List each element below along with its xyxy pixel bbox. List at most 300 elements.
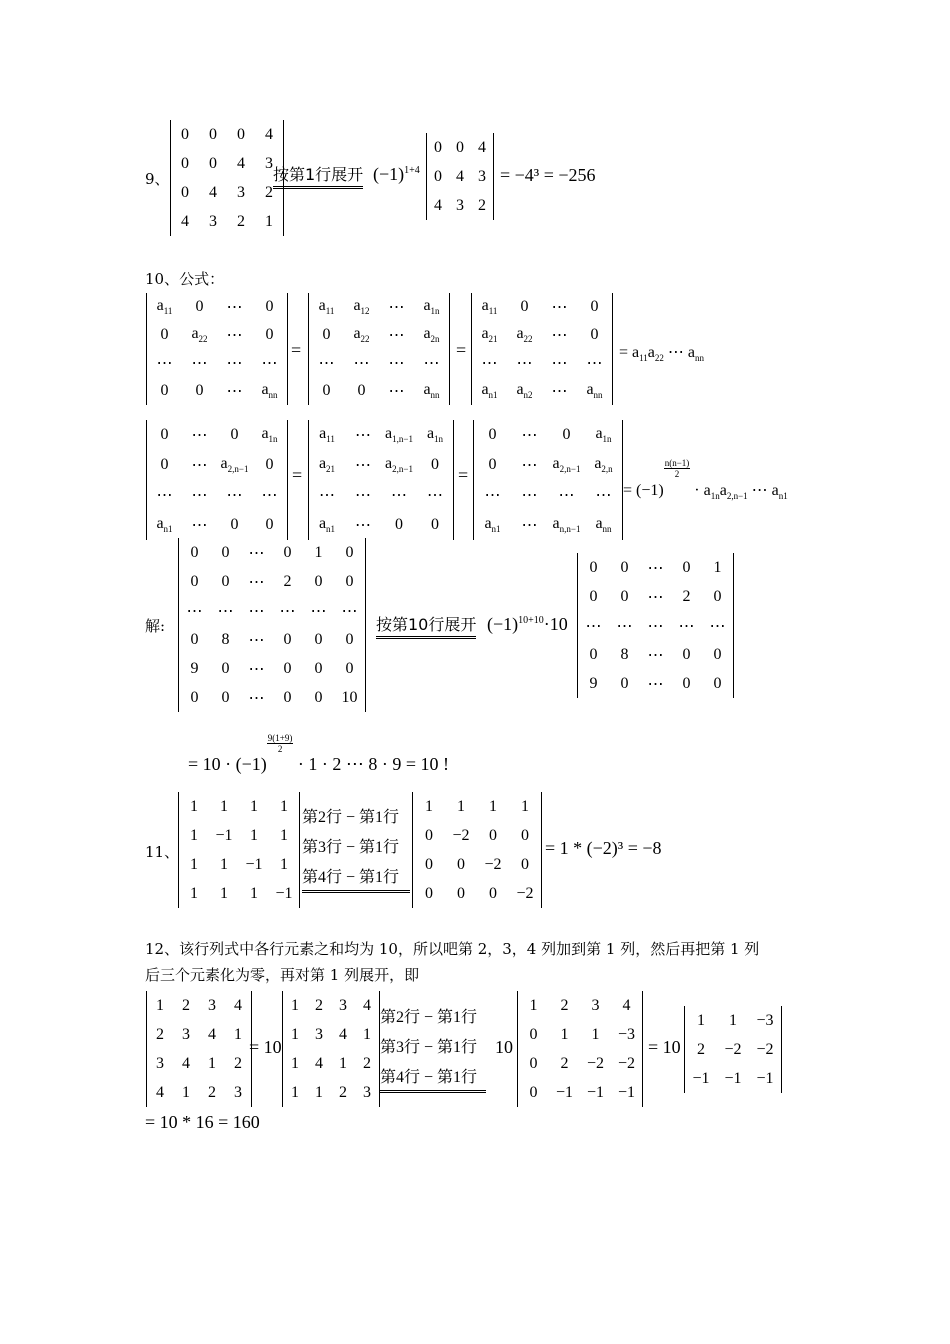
p12-matrix-1-cell: 4 <box>234 996 242 1014</box>
p10-solution-factor-tail: ·10 <box>543 614 568 634</box>
p10-row2-matrix-1-cell: ⋯ <box>226 487 243 504</box>
p11-matrix-1-cell: 1 <box>190 797 198 815</box>
p10-solution-matrix-1-cell: 0 <box>221 659 230 677</box>
p9-matrix-1-cell: 4 <box>265 125 273 143</box>
p12-op-1: 第2行 − 第1行 <box>380 1009 478 1026</box>
p10-row1-matrix-1-cell: 0 <box>195 298 204 315</box>
p10-row2-matrix-1-cell: ⋯ <box>191 517 208 534</box>
p10-row2-matrix-1-cell: ⋯ <box>191 427 208 444</box>
p12-matrix-2-cell: 1 <box>291 1054 299 1072</box>
p10-solution-matrix-1-cell: 0 <box>314 659 323 677</box>
p10-solution-matrix-1-cell: ⋯ <box>186 602 203 620</box>
p10-row2-matrix-2-cell: ⋯ <box>355 487 371 504</box>
p10-row1-matrix-1-cell: ⋯ <box>226 327 243 344</box>
p10-row2-matrix-2-cell: $a_{n1}$ <box>318 515 336 535</box>
p9-matrix-1-cell: 3 <box>209 212 217 230</box>
p10-row1-matrix-3-cell: ⋯ <box>481 355 498 372</box>
p10-solution-matrix-1-cell: ⋯ <box>248 602 265 620</box>
p12-matrix-1 <box>146 991 252 1107</box>
p9-matrix-2-cell: 4 <box>434 196 442 214</box>
p11-row-ops <box>302 804 410 893</box>
p10-row2-matrix-3-cell: ⋯ <box>521 427 538 444</box>
p11-matrix-1-cell: 1 <box>220 884 228 902</box>
p10-solution-factor <box>487 614 568 635</box>
p12-matrix-1-cell: 1 <box>156 996 164 1014</box>
p12-matrix-2-cell: 2 <box>315 996 323 1014</box>
p11-matrix-1-cell: 1 <box>250 884 258 902</box>
p11-matrix-2-cell: 0 <box>457 855 465 873</box>
p12-matrix-1-cell: 1 <box>234 1025 242 1043</box>
p10-expand-arrow: 按第10行展开 <box>376 612 476 639</box>
p9-matrix-1-cell: 4 <box>209 183 217 201</box>
p9-matrix-1-cell: 3 <box>265 154 273 172</box>
p10-solution-matrix-2-cell: ⋯ <box>616 617 633 635</box>
p11-matrix-1-cell: −1 <box>245 855 263 873</box>
p12-matrix-2-cell: 4 <box>363 996 371 1014</box>
p10-row1-matrix-3-cell: ⋯ <box>516 355 533 372</box>
p10-row2-matrix-1-cell: $a_{2,n-1}$ <box>220 455 249 475</box>
p11-matrix-2-cell: 0 <box>425 855 433 873</box>
p10-row2-matrix-1-cell: ⋯ <box>191 457 208 474</box>
p12-matrix-3-cell: −1 <box>586 1083 605 1101</box>
p10-solution-matrix-1-cell: 0 <box>314 572 323 590</box>
p12-matrix-1-cell: 3 <box>182 1025 190 1043</box>
p12-matrix-2-cell: 1 <box>363 1025 371 1043</box>
p10-row1-matrix-1-cell: ⋯ <box>156 355 173 372</box>
p11-matrix-1-cell: 1 <box>280 855 288 873</box>
p10-solution-matrix-1-cell: 0 <box>190 543 199 561</box>
p10-row1-matrix-3 <box>471 293 613 405</box>
p10-row2-matrix-2-cell: ⋯ <box>355 517 371 534</box>
p10-solution-matrix-2-cell: 0 <box>589 587 598 605</box>
p10-row2-matrix-3-cell: $a_{n1}$ <box>484 515 501 535</box>
p12-matrix-4-cell: 1 <box>729 1011 737 1029</box>
p10-row1-eq-1: = <box>291 340 302 360</box>
p10-solution-matrix-2-cell: ⋯ <box>709 617 726 635</box>
p12-matrix-2-cell: 4 <box>339 1025 347 1043</box>
p10-solution-matrix-2-cell: ⋯ <box>678 617 695 635</box>
p10-solution-matrix-1-cell: ⋯ <box>248 573 265 591</box>
p12-matrix-4-cell: −2 <box>756 1040 774 1058</box>
problem-11-label: 11、 <box>145 843 180 861</box>
p9-matrix-2-cell: 0 <box>434 167 442 185</box>
p12-matrix-3-cell: 0 <box>529 1083 538 1101</box>
p10-row1-matrix-3-cell: 0 <box>520 298 529 315</box>
p11-matrix-1-cell: 1 <box>280 826 288 844</box>
p12-matrix-3-cell: 4 <box>622 996 631 1014</box>
p10-row1-matrix-1-cell: ⋯ <box>226 355 243 372</box>
p11-matrix-1-cell: −1 <box>215 826 233 844</box>
p10-solution-matrix-2-cell: ⋯ <box>647 617 664 635</box>
p11-matrix-2-cell: 1 <box>521 797 529 815</box>
p10-row1-result: = $a_{11}a_{22}$ ⋯ $a_{nn}$ <box>619 344 705 364</box>
p12-matrix-4-cell: 2 <box>697 1040 705 1058</box>
p11-matrix-2-cell: 0 <box>489 826 497 844</box>
p12-matrix-2-cell: 3 <box>315 1025 323 1043</box>
p11-matrix-1-cell: 1 <box>220 797 228 815</box>
p10-solution-matrix-1-cell: 10 <box>341 688 358 706</box>
p11-matrix-2-cell: 0 <box>457 884 465 902</box>
p10-row2-exp-den: 2 <box>674 469 680 479</box>
p10-solution-matrix-2-cell: 1 <box>713 558 722 576</box>
p10-solution-matrix-1-cell: 0 <box>345 543 354 561</box>
p10-row2-matrix-2-cell: 0 <box>395 516 403 533</box>
p10-row2-eq-1: = <box>292 465 303 485</box>
p12-matrix-1-cell: 3 <box>156 1054 164 1072</box>
p12-text-line-2: 后三个元素化为零，再对第 1 列展开，即 <box>145 966 420 984</box>
p10-solution-matrix-1-cell: ⋯ <box>217 602 234 620</box>
p10-row2-matrix-2-cell: ⋯ <box>427 487 443 504</box>
p10-row1-matrix-2-cell: ⋯ <box>388 355 405 372</box>
p11-matrix-2-cell: 1 <box>457 797 465 815</box>
p12-matrix-3-cell: 2 <box>560 996 569 1014</box>
p9-matrix-2-cell: 4 <box>456 167 464 185</box>
p10-row2-matrix-1 <box>146 420 288 540</box>
p9-matrix-2-cell: 2 <box>478 196 486 214</box>
p10-solution-matrix-2-cell: 0 <box>620 587 629 605</box>
p11-matrix-2-cell: 0 <box>425 826 433 844</box>
p11-matrix-1-cell: 1 <box>190 884 198 902</box>
p10-row2-matrix-2-cell: ⋯ <box>355 427 371 444</box>
p10-row2-matrix-3-cell: ⋯ <box>521 457 538 474</box>
p10-row2-result-exp <box>664 458 691 479</box>
p12-matrix-2-cell: 4 <box>315 1054 323 1072</box>
p10-row1-matrix-1-cell: $a_{11}$ <box>156 297 173 317</box>
p10-row2-matrix-1-cell: 0 <box>265 516 274 533</box>
p12-matrix-1-cell: 4 <box>156 1083 164 1101</box>
p10-solution-matrix-2-cell: ⋯ <box>647 646 664 664</box>
p10-solution-matrix-1-cell: ⋯ <box>248 660 265 678</box>
p11-matrix-1-cell: −1 <box>275 884 293 902</box>
p9-matrix-1-cell: 0 <box>237 125 245 143</box>
p10-row2-exp-num: n(n−1) <box>664 458 690 468</box>
p10-solution-factor-base: (−1) <box>487 614 519 634</box>
p10-solution-matrix-2-cell: 0 <box>620 558 629 576</box>
p11-matrix-1-cell: 1 <box>220 855 228 873</box>
p12-matrix-2 <box>282 991 380 1107</box>
p11-matrix-2-cell: 0 <box>521 826 529 844</box>
p10-row2-matrix-1-cell: 0 <box>230 516 239 533</box>
p12-matrix-3-cell: −3 <box>617 1025 636 1043</box>
p12-row-ops <box>380 1004 486 1093</box>
p10-solution-matrix-2-cell: 8 <box>620 645 629 663</box>
p11-matrix-2-cell: −2 <box>484 855 502 873</box>
p10-row1-eq-2: = <box>456 340 467 360</box>
p12-op-2: 第3行 − 第1行 <box>380 1039 478 1056</box>
p10-row1-matrix-1-cell: 0 <box>160 382 169 399</box>
p10-row2-matrix-1-cell: $a_{n1}$ <box>156 515 173 535</box>
p10-row1-matrix-3-cell: ⋯ <box>551 383 568 400</box>
p10-solution-matrix-2 <box>577 553 734 698</box>
p10-row2-matrix-3-cell: $a_{nn}$ <box>595 515 612 535</box>
p10-row1-matrix-2-cell: $a_{1n}$ <box>423 297 440 317</box>
p11-matrix-2-cell: 1 <box>425 797 433 815</box>
p12-coefficient: 10 <box>495 1037 513 1057</box>
p10-row1-matrix-1-cell: 0 <box>195 382 204 399</box>
p10-solution-matrix-2-cell: 2 <box>682 587 691 605</box>
p10-row1-matrix-2-cell: 0 <box>322 326 331 343</box>
p10-solution-matrix-1-cell: 2 <box>283 572 292 590</box>
p10-row2-matrix-2-cell: 0 <box>431 456 439 473</box>
p10-solution-matrix-1-cell: 0 <box>345 572 354 590</box>
p10-row1-matrix-3-cell: $a_{n1}$ <box>481 381 498 401</box>
p10-solution-matrix-2-cell: 0 <box>620 674 629 692</box>
p10-row1-matrix-2-cell: ⋯ <box>388 327 405 344</box>
p10-solution-matrix-2-cell: 0 <box>682 558 691 576</box>
p12-matrix-1-cell: 1 <box>182 1083 190 1101</box>
p10-row2-matrix-3-cell: 0 <box>488 456 497 473</box>
p11-matrix-1-cell: 1 <box>280 797 288 815</box>
p11-op-1: 第2行 − 第1行 <box>302 809 400 826</box>
p10-solution-matrix-1-cell: 8 <box>221 630 230 648</box>
p10-row1-matrix-3-cell: 0 <box>590 326 599 343</box>
p9-matrix-1-cell: 0 <box>181 154 189 172</box>
p10-solution-matrix-2-cell: 0 <box>682 674 691 692</box>
p10-row2-matrix-1-cell: 0 <box>160 426 169 443</box>
p10-row2-matrix-1-cell: 0 <box>265 456 274 473</box>
p12-matrix-2-cell: 1 <box>291 1083 299 1101</box>
p9-matrix-1-cell: 0 <box>209 125 217 143</box>
p10-row1-matrix-2-cell: ⋯ <box>423 355 440 372</box>
p10-solution-matrix-2-cell: ⋯ <box>647 588 664 606</box>
p12-matrix-2-cell: 2 <box>363 1054 371 1072</box>
problem-10-label: 10、公式： <box>145 270 225 288</box>
p11-matrix-2-cell: 0 <box>425 884 433 902</box>
p12-matrix-3 <box>517 991 643 1107</box>
p10-row2-matrix-3-cell: ⋯ <box>484 487 501 504</box>
p10-solution-matrix-1-cell: 0 <box>283 659 292 677</box>
p11-matrix-1-cell: 1 <box>190 855 198 873</box>
p12-matrix-2-cell: 3 <box>363 1083 371 1101</box>
p10-row2-matrix-2-cell: $a_{1,n-1}$ <box>385 425 413 445</box>
p9-matrix-1-cell: 1 <box>265 212 273 230</box>
p12-matrix-4-cell: 1 <box>697 1011 705 1029</box>
p11-matrix-1 <box>178 792 300 908</box>
p9-matrix-2 <box>426 133 494 220</box>
p12-matrix-3-cell: −2 <box>586 1054 605 1072</box>
p10-solution-matrix-1-cell: 0 <box>345 659 354 677</box>
p9-factor-base: (−1) <box>373 164 405 184</box>
p10-row2-matrix-1-cell: ⋯ <box>261 487 278 504</box>
p10-row1-matrix-3-cell: ⋯ <box>586 355 603 372</box>
p10-solution-matrix-2-cell: ⋯ <box>647 559 664 577</box>
p9-factor <box>373 164 420 185</box>
p10-row1-matrix-1-cell: 0 <box>265 326 274 343</box>
p10-solution-matrix-1-cell: ⋯ <box>248 689 265 707</box>
p12-matrix-2-cell: 1 <box>339 1054 347 1072</box>
p9-matrix-2-cell: 3 <box>478 167 486 185</box>
p10-row1-matrix-3-cell: ⋯ <box>551 327 568 344</box>
p12-matrix-3-cell: 0 <box>529 1025 538 1043</box>
p10-solution-matrix-2-cell: 0 <box>682 645 691 663</box>
p10-row1-matrix-3-cell: $a_{n2}$ <box>516 381 533 401</box>
p9-matrix-1-cell: 2 <box>265 183 273 201</box>
p11-matrix-1-cell: 1 <box>250 826 258 844</box>
p11-matrix-1-cell: 1 <box>250 797 258 815</box>
p10-solution-matrix-1-cell: 0 <box>283 688 292 706</box>
p12-matrix-3-cell: −2 <box>617 1054 636 1072</box>
p10-row1-matrix-2-cell: ⋯ <box>388 299 405 316</box>
p10-row2-matrix-3-cell: $a_{1n}$ <box>595 425 612 445</box>
p10-solution-matrix-2-cell: 0 <box>713 645 722 663</box>
p9-matrix-1-cell: 4 <box>237 154 245 172</box>
p12-matrix-1-cell: 2 <box>208 1083 216 1101</box>
p10-row1-matrix-1-cell: 0 <box>265 298 274 315</box>
p10-row2-matrix-3 <box>473 420 623 540</box>
p11-matrix-2-cell: −2 <box>516 884 534 902</box>
p10-solution-matrix-1-cell: ⋯ <box>248 544 265 562</box>
p10-row1-matrix-3-cell: ⋯ <box>551 299 568 316</box>
p12-matrix-2-cell: 3 <box>339 996 347 1014</box>
p10-solution-matrix-1 <box>178 538 366 712</box>
p12-matrix-3-cell: 1 <box>591 1025 600 1043</box>
p10-row2-matrix-2-cell: $a_{2,n-1}$ <box>385 455 413 475</box>
p10-row1-matrix-1-cell: $a_{22}$ <box>191 325 208 345</box>
p10-final-exp-den: 2 <box>277 744 283 754</box>
p10-row1-matrix-3-cell: 0 <box>590 298 599 315</box>
p12-matrix-3-cell: 1 <box>560 1025 569 1043</box>
p10-row1-matrix-3-cell: $a_{11}$ <box>481 297 498 317</box>
p10-solution-matrix-2-cell: ⋯ <box>647 675 664 693</box>
p9-matrix-1-cell: 3 <box>237 183 245 201</box>
p9-matrix-1-cell: 0 <box>181 183 189 201</box>
p11-matrix-1-cell: 1 <box>190 826 198 844</box>
p10-row2-matrix-1-cell: ⋯ <box>191 487 208 504</box>
p10-row1-matrix-1-cell: ⋯ <box>261 355 278 372</box>
p10-row2-matrix-2-cell: ⋯ <box>355 457 371 474</box>
p11-result: = 1 * (−2)³ = −8 <box>545 838 662 858</box>
p9-matrix-1-cell: 0 <box>209 154 217 172</box>
p10-row2-eq-2: = <box>458 465 469 485</box>
p10-row1-matrix-3-cell: $a_{nn}$ <box>586 381 603 401</box>
p10-row2-matrix-2-cell: ⋯ <box>319 487 335 504</box>
p10-row2-result-suffix: · $a_{1n}a_{2,n-1}$ ⋯ $a_{n1}$ <box>694 482 788 502</box>
p10-row2-matrix-3-cell: 0 <box>562 426 571 443</box>
p10-row2-matrix-3-cell: $a_{n,n-1}$ <box>552 515 581 535</box>
p9-matrix-2-cell: 0 <box>456 138 464 156</box>
p12-matrix-1-cell: 1 <box>208 1054 216 1072</box>
p10-solution-matrix-1-cell: 0 <box>283 543 292 561</box>
p10-solution-matrix-2-cell: 0 <box>589 645 598 663</box>
p12-matrix-3-cell: −1 <box>555 1083 574 1101</box>
p10-final-exp <box>267 733 294 754</box>
p10-row2-matrix-3-cell: ⋯ <box>521 517 538 534</box>
p12-matrix-1-cell: 4 <box>208 1025 216 1043</box>
p10-solution-matrix-2-cell: 9 <box>589 674 598 692</box>
p12-matrix-3-cell: 1 <box>529 996 538 1014</box>
p12-matrix-3-cell: 2 <box>560 1054 569 1072</box>
p10-row1-matrix-1-cell: 0 <box>160 326 169 343</box>
p10-solution-matrix-2-cell: 0 <box>713 674 722 692</box>
p10-row2-matrix-2-cell: $a_{21}$ <box>318 455 336 475</box>
p10-solution-matrix-1-cell: 0 <box>221 688 230 706</box>
p9-matrix-2-cell: 3 <box>456 196 464 214</box>
p12-matrix-4-cell: −1 <box>724 1069 742 1087</box>
p10-row2-matrix-3-cell: 0 <box>488 426 497 443</box>
p10-solution-matrix-2-cell: 0 <box>713 587 722 605</box>
p11-matrix-2-cell: 1 <box>489 797 497 815</box>
p10-row1-matrix-1-cell: ⋯ <box>191 355 208 372</box>
p10-solution-matrix-1-cell: ⋯ <box>341 602 358 620</box>
p12-matrix-3-cell: 3 <box>591 996 600 1014</box>
p12-matrix-4-cell: −1 <box>692 1069 710 1087</box>
p10-solution-matrix-1-cell: 9 <box>190 659 199 677</box>
p12-text-line-1: 12、该行列式中各行元素之和均为 10，所以吧第 2，3，4 列加到第 1 列，然后再把第 1 列 <box>145 940 760 958</box>
p10-row2-matrix-1-cell: 0 <box>160 456 169 473</box>
p11-matrix-2-cell: −2 <box>452 826 470 844</box>
p12-matrix-1-cell: 3 <box>208 996 216 1014</box>
p10-solution-matrix-1-cell: 0 <box>345 630 354 648</box>
p10-row1-matrix-2-cell: $a_{22}$ <box>353 325 370 345</box>
p10-solution-matrix-2-cell: ⋯ <box>585 617 602 635</box>
p12-matrix-2-cell: 1 <box>315 1083 323 1101</box>
p10-row1-matrix-1-cell: $a_{nn}$ <box>261 381 278 401</box>
p10-solution-matrix-1-cell: 0 <box>314 688 323 706</box>
p10-row1-matrix-2-cell: 0 <box>322 382 331 399</box>
problem-9-label: 9、 <box>145 170 170 188</box>
p10-solution-matrix-1-cell: ⋯ <box>248 631 265 649</box>
p12-matrix-1-cell: 3 <box>234 1083 242 1101</box>
p12-eq-1: = 10 <box>249 1037 282 1057</box>
p12-matrix-3-cell: 0 <box>529 1054 538 1072</box>
p10-row1-matrix-2 <box>308 293 450 405</box>
p10-row2-result <box>623 458 788 501</box>
p10-row1-matrix-2-cell: ⋯ <box>318 355 335 372</box>
p12-matrix-4-cell: −1 <box>756 1069 774 1087</box>
p10-row2-matrix-3-cell: $a_{2,n}$ <box>594 455 613 475</box>
p9-matrix-2-cell: 4 <box>478 138 486 156</box>
p12-matrix-1-cell: 4 <box>182 1054 190 1072</box>
p10-solution-matrix-1-cell: ⋯ <box>279 602 296 620</box>
p12-op-3: 第4行 − 第1行 <box>380 1069 478 1086</box>
p12-matrix-2-cell: 1 <box>291 1025 299 1043</box>
p10-solution-matrix-1-cell: 0 <box>221 543 230 561</box>
p10-row1-matrix-3-cell: $a_{22}$ <box>516 325 533 345</box>
p11-op-2: 第3行 − 第1行 <box>302 839 400 856</box>
p10-final-suffix: · 1 · 2 ⋯ 8 · 9 = 10 ! <box>297 754 450 774</box>
p10-final-exp-num: 9(1+9) <box>267 733 293 743</box>
p10-solution-matrix-1-cell: 1 <box>314 543 323 561</box>
p12-matrix-4-cell: −2 <box>724 1040 742 1058</box>
p10-row1-matrix-3-cell: ⋯ <box>551 355 568 372</box>
p10-row2-matrix-2-cell: ⋯ <box>391 487 407 504</box>
p12-matrix-2-cell: 1 <box>291 996 299 1014</box>
p10-row2-matrix-1-cell: $a_{1n}$ <box>261 425 278 445</box>
p10-solution-matrix-1-cell: 0 <box>221 572 230 590</box>
p12-final: = 10 * 16 = 160 <box>145 1112 260 1132</box>
p10-solution-factor-exp: 10+10 <box>518 615 544 626</box>
p10-row2-matrix-3-cell: $a_{2,n-1}$ <box>552 455 581 475</box>
p9-matrix-1 <box>170 120 284 236</box>
p10-row2-matrix-2 <box>308 420 454 540</box>
p10-row1-matrix-2-cell: $a_{nn}$ <box>423 381 440 401</box>
p11-matrix-2-cell: 0 <box>489 884 497 902</box>
p10-row2-matrix-3-cell: ⋯ <box>521 487 538 504</box>
p10-row2-matrix-3-cell: ⋯ <box>595 487 612 504</box>
p9-matrix-1-cell: 2 <box>237 212 245 230</box>
p10-row1-matrix-2-cell: $a_{11}$ <box>318 297 335 317</box>
p10-solution-matrix-1-cell: 0 <box>283 630 292 648</box>
p12-matrix-4-cell: −3 <box>756 1011 774 1029</box>
p9-matrix-2-cell: 0 <box>434 138 442 156</box>
p12-matrix-1-cell: 2 <box>182 996 190 1014</box>
p10-row2-matrix-1-cell: 0 <box>230 426 239 443</box>
p10-solution-matrix-1-cell: ⋯ <box>310 602 327 620</box>
p10-row1-matrix-2-cell: ⋯ <box>388 383 405 400</box>
p10-row1-matrix-1 <box>146 293 288 405</box>
p10-row1-matrix-2-cell: 0 <box>357 382 366 399</box>
p10-row1-matrix-1-cell: ⋯ <box>226 383 243 400</box>
